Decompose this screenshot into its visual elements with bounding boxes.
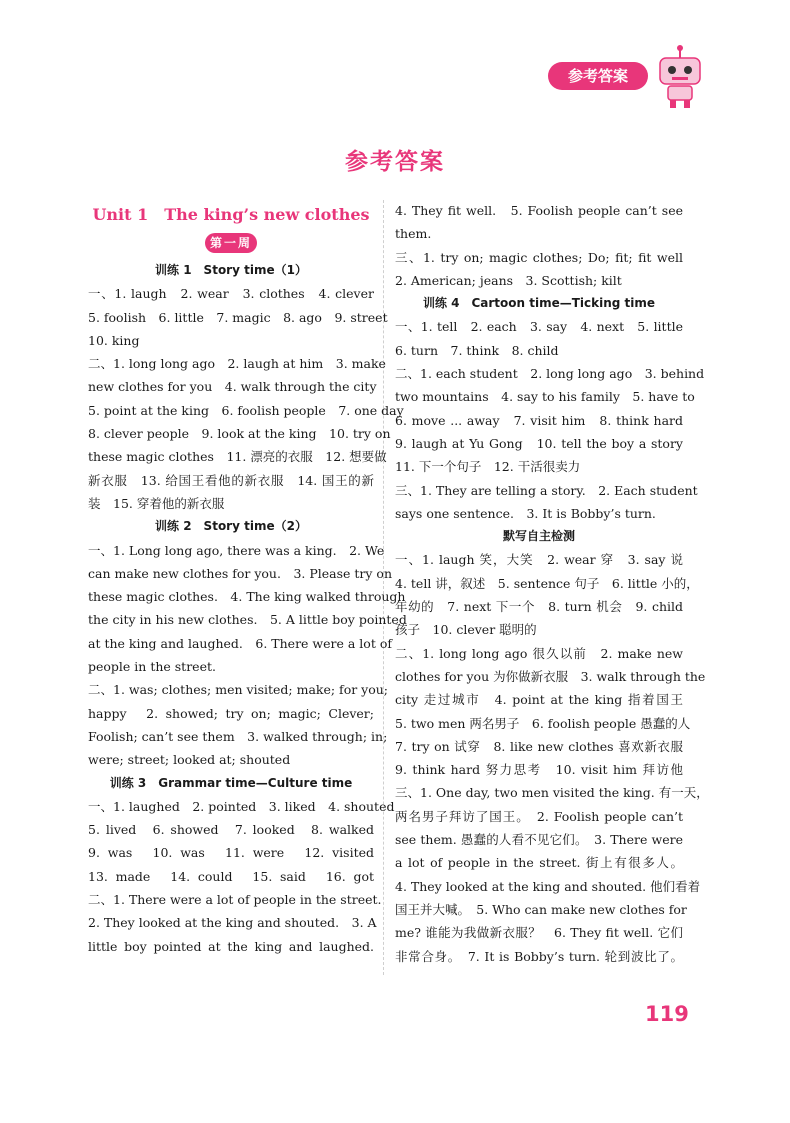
answer-line: 二、1. long long ago 很久以前 2. make new	[395, 645, 683, 661]
section-title: 训练 4 Cartoon time—Ticking time	[422, 296, 656, 311]
week-label	[88, 230, 374, 256]
section-title: 训练 2 Story time（2）	[155, 519, 307, 534]
answer-line: 13. made 14. could 15. said 16. got	[88, 868, 374, 884]
answer-line: 孩子 10. clever 聪明的	[395, 622, 537, 638]
section-title: 训练 3 Grammar time—Culture time	[109, 775, 353, 790]
answer-line: 二、1. was; clothes; men visited; make; for you;	[88, 682, 389, 698]
answer-line: people in the street.	[88, 659, 216, 675]
answer-block	[395, 548, 709, 967]
answer-line: me? 谁能为我做新衣服？ 6. They fit well. 它们	[395, 925, 683, 941]
answer-line: two mountains 4. say to his family 5. have to	[395, 389, 695, 405]
right-column	[395, 199, 709, 968]
answer-line: 4. They fit well. 5. Foolish people can’t see	[395, 203, 683, 218]
answer-line: says one sentence. 3. It is Bobby’s turn.	[395, 505, 656, 521]
unit-title: Unit 1 The king’s new clothes	[92, 205, 370, 224]
answer-line: clothes for you 为你做新衣服 3. walk through the	[395, 668, 706, 684]
answer-line: 4. tell 讲，叙述 5. sentence 句子 6. little 小的，	[395, 575, 699, 591]
answer-line: 9. was 10. was 11. were 12. visited	[88, 845, 374, 861]
answer-line: 二、1. each student 2. long long ago 3. behind	[395, 366, 705, 382]
robot-mascot-icon	[650, 44, 710, 110]
answer-line: 二、1. There were a lot of people in the street.	[88, 892, 382, 908]
answer-line: 2. American; jeans 3. Scottish; kilt	[395, 272, 622, 288]
answer-line: 二、1. long long ago 2. laugh at him 3. make	[88, 356, 386, 372]
week-label-text: 第一周	[205, 233, 257, 253]
page-title: 参考答案	[345, 149, 445, 175]
answer-block	[395, 315, 705, 525]
answer-line: 7. try on 试穿 8. like new clothes 喜欢新衣服	[395, 738, 683, 754]
answer-line: 2. They looked at the king and shouted. 3. A	[88, 915, 377, 931]
answer-line: 6. move ... away 7. visit him 8. think hard	[395, 412, 683, 428]
answer-key-badge: 参考答案	[548, 62, 648, 90]
section-title: 默写自主检测	[502, 529, 575, 544]
answer-line: 一、1. laugh 2. wear 3. clothes 4. clever	[88, 286, 374, 302]
answer-line: 三、1. They are telling a story. 2. Each student	[395, 482, 698, 498]
answer-line: them.	[395, 226, 432, 242]
answer-line: 5. foolish 6. little 7. magic 8. ago 9. street	[88, 309, 388, 325]
answer-line: 5. point at the king 6. foolish people 7. one day	[88, 402, 404, 418]
answer-line: 年幼的 7. next 下一个 8. turn 机会 9. child	[395, 599, 683, 615]
answer-block	[88, 795, 395, 958]
answer-block	[88, 282, 404, 515]
answer-block	[88, 539, 407, 772]
answer-line: at the king and laughed. 6. There were a lot of	[88, 635, 392, 651]
answer-line: city 走过城市 4. point at the king 指着国王	[395, 692, 683, 708]
answer-line: 5. two men 两名男子 6. foolish people 愚蠢的人	[395, 715, 691, 731]
answer-line: 一、1. laugh 笑，大笑 2. wear 穿 3. say 说	[395, 552, 683, 568]
answer-line: 三、1. One day, two men visited the king. 有一天，	[395, 785, 709, 801]
answer-line: a lot of people in the street. 街上有很多人。	[395, 855, 683, 871]
answer-line: were; street; looked at; shouted	[88, 752, 291, 768]
answer-line: 新衣服 13. 给国王看他的新衣服 14. 国王的新	[88, 472, 374, 488]
answer-line: the city in his new clothes. 5. A little boy pointed	[88, 612, 407, 628]
answer-line: 非常合身。 7. It is Bobby’s turn. 轮到波比了。	[395, 948, 683, 964]
answer-line: happy 2. showed; try on; magic; Clever;	[88, 705, 374, 721]
left-column	[88, 200, 407, 958]
answer-line: 一、1. laughed 2. pointed 3. liked 4. shouted	[88, 798, 395, 814]
answer-line: new clothes for you 4. walk through the city	[88, 379, 377, 395]
answer-line: these magic clothes. 4. The king walked through	[88, 589, 406, 605]
answer-line: 两名男子拜访了国王。 2. Foolish people can’t	[395, 808, 683, 824]
answer-line: 9. laugh at Yu Gong 10. tell the boy a story	[395, 435, 683, 451]
answer-line: 一、1. Long long ago, there was a king. 2. We	[88, 542, 385, 558]
answer-line: 装 15. 穿着他的新衣服	[88, 495, 225, 511]
answer-line: 5. lived 6. showed 7. looked 8. walked	[88, 822, 374, 838]
answer-line: 10. king	[88, 332, 140, 348]
answer-line: 三、1. try on; magic clothes; Do; fit; fit well	[395, 249, 683, 265]
answer-line: see them. 愚蠢的人看不见它们。 3. There were	[395, 832, 683, 848]
answer-line: 8. clever people 9. look at the king 10. try on	[88, 426, 391, 442]
answer-line: Foolish; can’t see them 3. walked through; in;	[88, 728, 388, 744]
answer-line: 6. turn 7. think 8. child	[395, 342, 559, 358]
answer-line: 4. They looked at the king and shouted. 他们看着	[395, 878, 701, 894]
answer-line: 9. think hard 努力思考 10. visit him 拜访他	[395, 762, 683, 778]
answer-line: 11. 下一个句子 12. 干活很卖力	[395, 459, 581, 475]
answer-line: these magic clothes 11. 漂亮的衣服 12. 想要做	[88, 449, 387, 465]
answer-line: 国王并大喊。 5. Who can make new clothes for	[395, 901, 687, 917]
answer-line: little boy pointed at the king and laughed.	[88, 938, 374, 954]
answer-line: can make new clothes for you. 3. Please try on	[88, 565, 392, 581]
section-title: 训练 1 Story time（1）	[155, 263, 307, 277]
page-number: 119	[645, 1002, 689, 1026]
answer-line: 一、1. tell 2. each 3. say 4. next 5. little	[395, 319, 683, 335]
answer-block	[395, 199, 683, 292]
